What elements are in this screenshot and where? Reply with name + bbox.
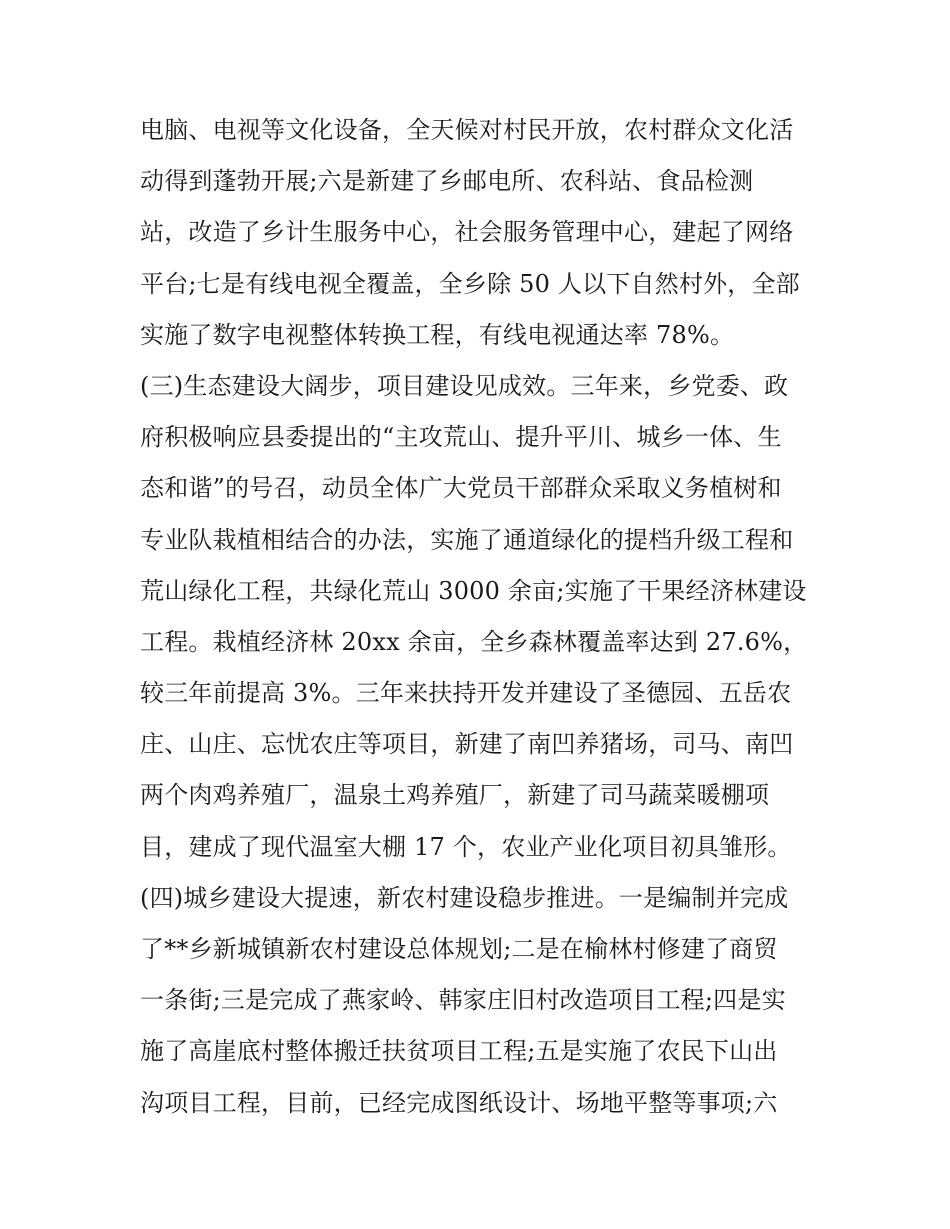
text-line: 专业队栽植相结合的办法，实施了通道绿化的提档升级工程和 [140,525,794,554]
text-line: 较三年前提高 3%。三年来扶持开发并建设了圣德园、五岳农 [140,679,792,708]
text-line: 态和谐”的号召，动员全体广大党员干部群众采取义务植树和 [140,474,782,503]
text-line: 庄、山庄、忘忧农庄等项目，新建了南凹养猪场，司马、南凹 [140,730,794,759]
section-heading-line: (四)城乡建设大提速，新农村建设稳步推进。一是编制并完成 [140,883,789,912]
section-heading-line: (三)生态建设大阔步，项目建设见成效。三年来，乡党委、政 [140,371,789,400]
text-line: 荒山绿化工程，共绿化荒山 3000 余亩;实施了干果经济林建设 [140,576,807,605]
text-line: 工程。栽植经济林 20xx 余亩，全乡森林覆盖率达到 27.6%， [140,627,808,656]
text-line: 站，改造了乡计生服务中心，社会服务管理中心，建起了网络 [140,218,794,247]
text-line: 动得到蓬勃开展;六是新建了乡邮电所、农科站、食品检测 [140,167,754,196]
text-line: 实施了数字电视整体转换工程，有线电视通达率 78%。 [140,320,735,349]
text-line: 平台;七是有线电视全覆盖，全乡除 50 人以下自然村外，全部 [140,269,800,298]
document-body [140,105,820,1129]
text-line: 一条街;三是完成了燕家岭、韩家庄旧村改造项目工程;四是实 [140,986,786,1015]
text-line: 目，建成了现代温室大棚 17 个，农业产业化项目初具雏形。 [140,832,792,861]
text-line: 电脑、电视等文化设备，全天候对村民开放，农村群众文化活 [140,116,794,144]
text-line: 了**乡新城镇新农村建设总体规划;二是在榆林村修建了商贸 [140,935,778,963]
text-line: 沟项目工程，目前，已经完成图纸设计、场地平整等事项;六 [140,1088,778,1117]
text-line: 两个肉鸡养殖厂，温泉土鸡养殖厂，新建了司马蔬菜暖棚项 [140,781,770,810]
text-line: 施了高崖底村整体搬迁扶贫项目工程;五是实施了农民下山出 [140,1037,778,1066]
text-line: 府积极响应县委提出的“主攻荒山、提升平川、城乡一体、生 [140,423,782,452]
